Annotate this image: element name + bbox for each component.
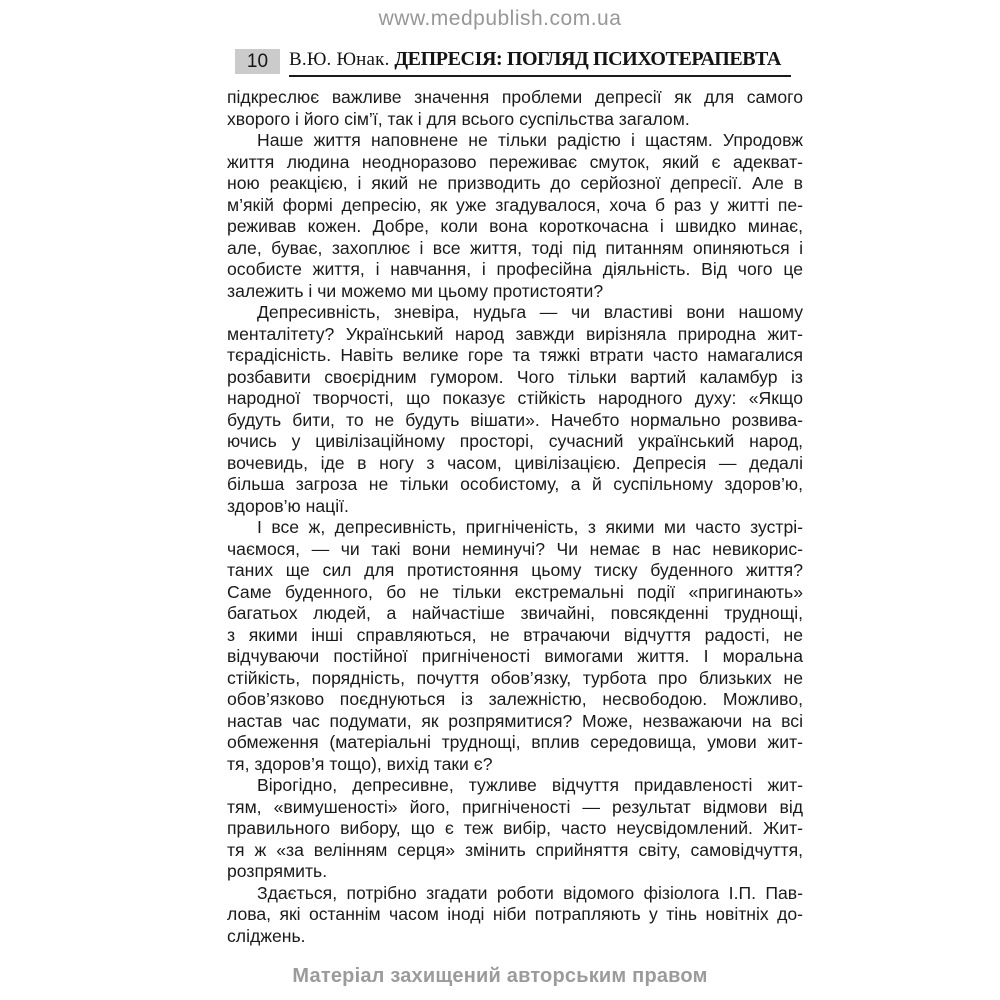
text-line: розпрямить. [227, 861, 328, 881]
text-line: здоров’ю нації. [227, 495, 349, 516]
text-line: будуть бити, то не будуть вішати». Начебто нормально розвива- [227, 409, 803, 430]
text-line: настав час подумати, як розпрямитися? Може, незважаючи на всі [227, 710, 803, 731]
text-line: чаємося, — чи такі вони неминучі? Чи немає в нас невикорис- [227, 538, 803, 559]
text-line: особисте життя, і навчання, і професійна діяльність. Від чого це [227, 259, 803, 279]
text-line: багатьох людей, а найчастіше звичайні, повсякденні труднощі, [227, 603, 803, 623]
text-line: залежить і чи можемо ми цьому протистояти? [227, 280, 604, 301]
text-line: реживав кожен. Добре, коли вона короткочасна і швидко минає, [227, 216, 803, 236]
running-title [289, 49, 791, 77]
text-line: більша загроза не тільки особистому, а й суспільному здоров’ю, [227, 474, 803, 494]
text-line: м’якій формі депресію, як уже згадувалося, хоча б раз у житті пе- [227, 194, 803, 215]
page-number: 10 [235, 49, 280, 74]
text-line: Здається, потрібно згадати роботи відомого фізіолога І.П. Пав- [257, 882, 803, 903]
text-line: розбавити своєрідним гумором. Чого тільки вартий каламбур із [227, 366, 803, 387]
text-line: підкреслює важливе значення проблеми депресії як для самого [227, 87, 803, 107]
text-line: ною реакцією, і який не призводить до серйозної депресії. Але в [227, 173, 803, 193]
text-line: тям, «вимушеності» його, пригніченості — результат відмови від [227, 796, 803, 817]
text-line: обмеження (матеріальні труднощі, вплив середовища, умови жит- [227, 732, 803, 752]
text-line: ючись у цивілізаційному просторі, сучасний український народ, [227, 431, 803, 451]
text-line: стійкість, порядність, почуття обов’язку, турбота про близьких не [227, 667, 803, 688]
paragraph [227, 883, 803, 948]
text-line: життя людина неодноразово переживає смуток, який є адекват- [227, 151, 803, 172]
paragraph [227, 130, 803, 302]
paragraph [227, 517, 803, 775]
text-line: вочевидь, іде в ногу з часом, цивілізацією. Депресія — дедалі [227, 452, 803, 473]
text-line: хворого і його сім’ї, так і для всього суспільства загалом. [227, 108, 690, 129]
paragraph [227, 302, 803, 517]
text-line: тя, здоров’я тощо), вихід таки є? [227, 753, 493, 774]
text-line: сліджень. [227, 925, 306, 946]
text-line: Саме буденного, бо не тільки екстремальні події «пригинають» [227, 581, 803, 602]
publisher-url-watermark: www.medpublish.com.ua [378, 7, 622, 30]
text-line: правильного вибору, що є теж вибір, часто неусвідомлений. Жит- [227, 818, 803, 838]
text-line: тєрадісність. Навіть велике горе та тяжкі втрати часто намагалися [227, 345, 803, 365]
text-line: народної творчості, що показує стійкість народного духу: «Якщо [227, 388, 803, 408]
text-line: Депресивність, зневіра, нудьга — чи властиві вони нашому [257, 302, 803, 322]
text-line: відчуваючи постійної пригніченості вимогами життя. І моральна [227, 646, 803, 666]
book-title: ДЕПРЕСІЯ: ПОГЛЯД ПСИХОТЕРАПЕВТА [394, 48, 781, 70]
text-line: Наше життя наповнене не тільки радістю і щастям. Упродовж [257, 130, 803, 150]
paragraph [227, 87, 803, 130]
copyright-watermark: Матеріал захищений авторським правом [292, 965, 708, 987]
paragraph [227, 775, 803, 883]
text-line: І все ж, депресивність, пригніченість, з якими ми часто зустрі- [257, 517, 803, 537]
text-line: Вірогідно, депресивне, тужливе відчуття придавленості жит- [257, 775, 803, 795]
text-line: лова, які останнім часом іноді ніби потрапляють у тінь новітніх до- [227, 904, 803, 924]
author-name: В.Ю. Юнак. [289, 49, 390, 70]
text-line: тя ж «за велінням серця» змінить сприйняття світу, самовідчуття, [227, 839, 803, 860]
text-line: з якими інші справляються, не втрачаючи відчуття радості, не [227, 624, 803, 645]
text-line: але, буває, захоплює і все життя, тоді під питанням опиняються і [227, 237, 803, 258]
text-line: таних ще сил для протистояння цьому тиску буденного життя? [227, 560, 803, 580]
text-line: менталітету? Український народ завжди вирізняла природна жит- [227, 323, 803, 344]
text-line: обов’язково поєднуються із залежністю, несвободою. Можливо, [227, 689, 803, 709]
page-header [235, 49, 791, 77]
body-text [227, 87, 803, 947]
